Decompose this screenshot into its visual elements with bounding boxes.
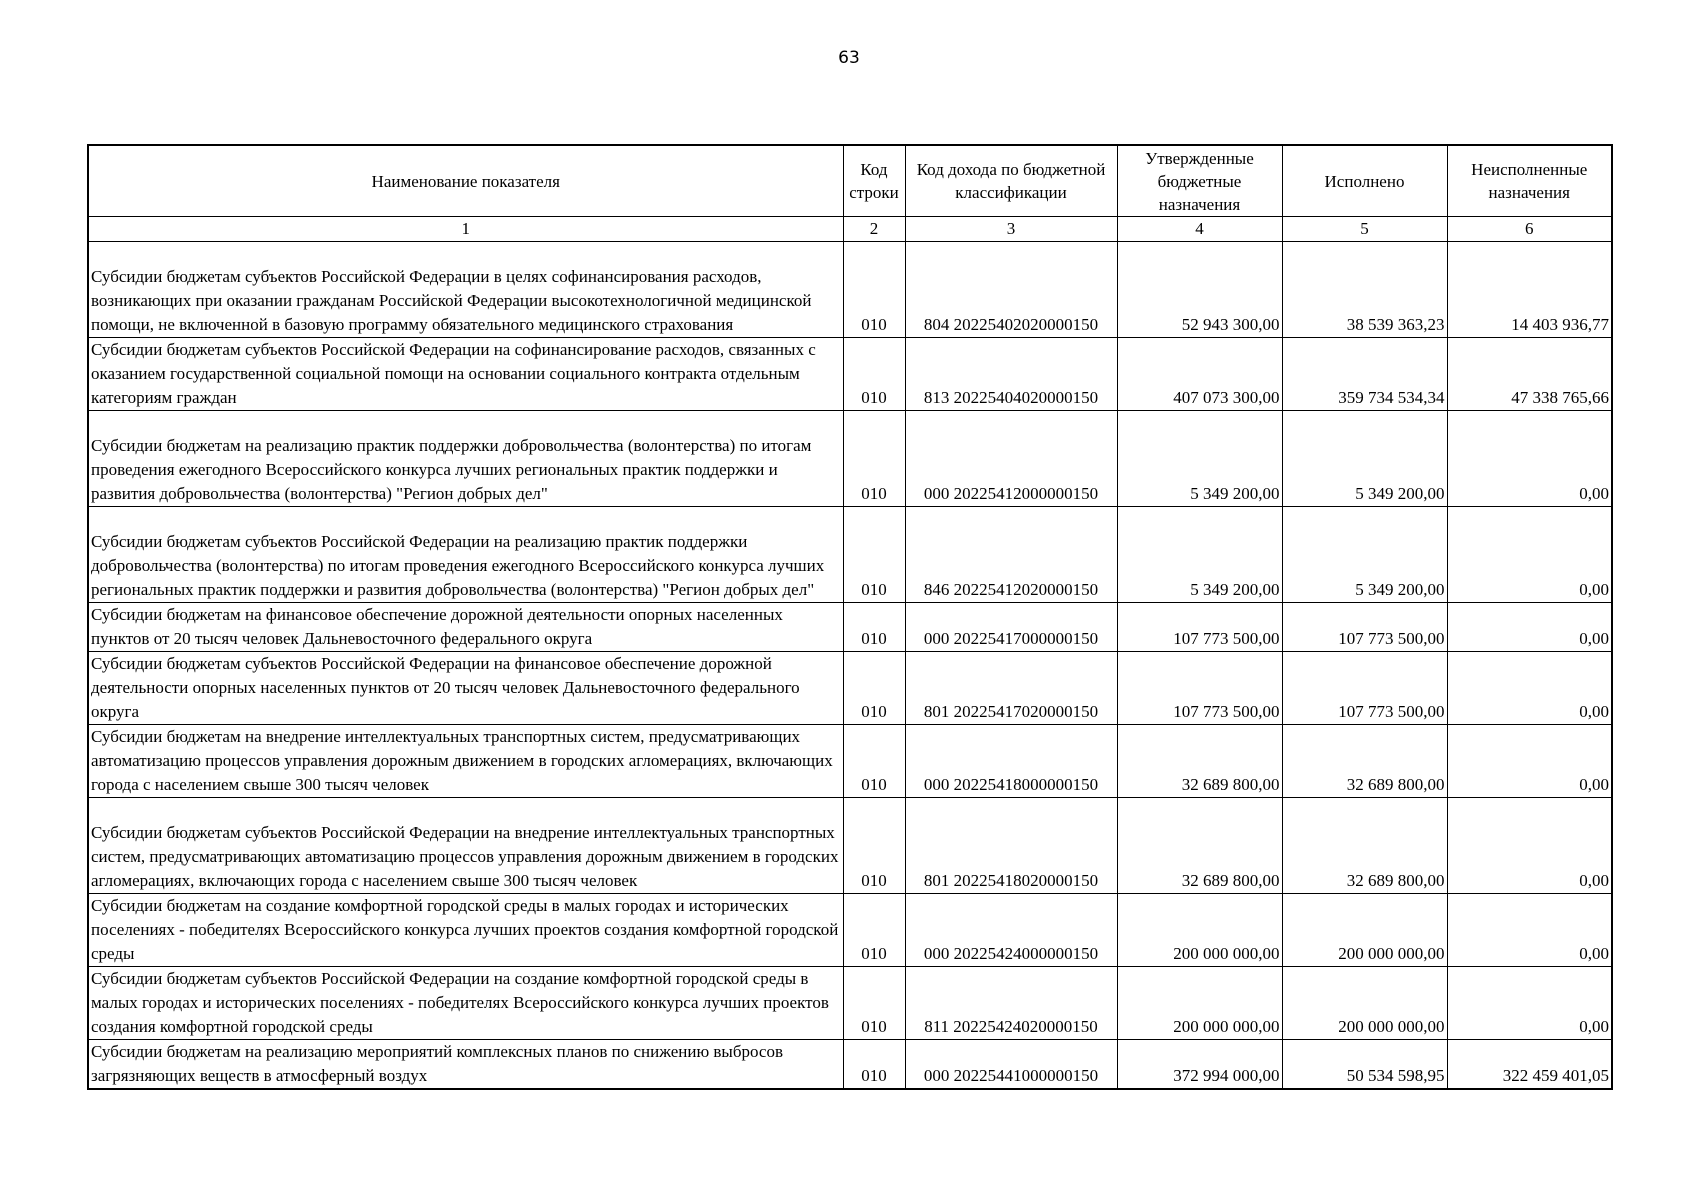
header-name: Наименование показателя [88, 145, 843, 217]
row-unexecuted: 0,00 [1447, 725, 1612, 798]
column-number: 4 [1117, 217, 1282, 242]
row-approved: 32 689 800,00 [1117, 725, 1282, 798]
row-executed: 107 773 500,00 [1282, 603, 1447, 652]
header-kbk: Код дохода по бюджетной классификации [905, 145, 1117, 217]
column-numbers-row [88, 217, 1612, 242]
row-approved: 5 349 200,00 [1117, 507, 1282, 603]
header-row [88, 145, 1612, 217]
row-unexecuted: 0,00 [1447, 798, 1612, 894]
page-number: 63 [838, 48, 860, 68]
row-name: Субсидии бюджетам субъектов Российской Федерации на реализацию практик поддержки добровольчества (волонтерства) по итогам проведения ежегодного Всероссийского конкурса лучших региональных практик поддержки и развития добровольчества (волонтерства) "Регион добрых дел" [88, 507, 843, 603]
row-name: Субсидии бюджетам на реализацию мероприятий комплексных планов по снижению выбросов загрязняющих веществ в атмосферный воздух [88, 1040, 843, 1090]
row-name: Субсидии бюджетам субъектов Российской Федерации в целях софинансирования расходов, возникающих при оказании гражданам Российской Федерации высокотехнологичной медицинской помощи, не включенной в базовую программу обязательного медицинского страхования [88, 242, 843, 338]
row-unexecuted: 0,00 [1447, 507, 1612, 603]
row-approved: 5 349 200,00 [1117, 411, 1282, 507]
row-executed: 5 349 200,00 [1282, 507, 1447, 603]
row-executed: 5 349 200,00 [1282, 411, 1447, 507]
row-code: 010 [843, 967, 905, 1040]
row-executed: 50 534 598,95 [1282, 1040, 1447, 1090]
column-number: 1 [88, 217, 843, 242]
row-executed: 32 689 800,00 [1282, 798, 1447, 894]
row-unexecuted: 14 403 936,77 [1447, 242, 1612, 338]
row-executed: 200 000 000,00 [1282, 967, 1447, 1040]
row-code: 010 [843, 652, 905, 725]
table-row [88, 725, 1612, 798]
table-row [88, 967, 1612, 1040]
row-unexecuted: 47 338 765,66 [1447, 338, 1612, 411]
table-row [88, 798, 1612, 894]
row-unexecuted: 0,00 [1447, 411, 1612, 507]
row-executed: 32 689 800,00 [1282, 725, 1447, 798]
table-row [88, 242, 1612, 338]
row-kbk: 804 20225402020000150 [905, 242, 1117, 338]
row-kbk: 801 20225418020000150 [905, 798, 1117, 894]
row-code: 010 [843, 1040, 905, 1090]
row-name: Субсидии бюджетам субъектов Российской Федерации на финансовое обеспечение дорожной деятельности опорных населенных пунктов от 20 тысяч человек Дальневосточного федерального округа [88, 652, 843, 725]
row-code: 010 [843, 798, 905, 894]
row-unexecuted: 0,00 [1447, 652, 1612, 725]
row-kbk: 811 20225424020000150 [905, 967, 1117, 1040]
row-unexecuted: 0,00 [1447, 894, 1612, 967]
row-name: Субсидии бюджетам на реализацию практик поддержки добровольчества (волонтерства) по итогам проведения ежегодного Всероссийского конкурса лучших региональных практик поддержки и развития добровольчества (волонтерства) "Регион добрых дел" [88, 411, 843, 507]
row-kbk: 801 20225417020000150 [905, 652, 1117, 725]
row-approved: 407 073 300,00 [1117, 338, 1282, 411]
row-kbk: 000 20225424000000150 [905, 894, 1117, 967]
header-executed: Исполнено [1282, 145, 1447, 217]
row-executed: 200 000 000,00 [1282, 894, 1447, 967]
table-row [88, 894, 1612, 967]
row-kbk: 813 20225404020000150 [905, 338, 1117, 411]
row-unexecuted: 0,00 [1447, 967, 1612, 1040]
table-row [88, 411, 1612, 507]
header-unexecuted: Неисполненные назначения [1447, 145, 1612, 217]
row-name: Субсидии бюджетам на финансовое обеспечение дорожной деятельности опорных населенных пунктов от 20 тысяч человек Дальневосточного федерального округа [88, 603, 843, 652]
column-number: 2 [843, 217, 905, 242]
row-name: Субсидии бюджетам субъектов Российской Федерации на софинансирование расходов, связанных с оказанием государственной социальной помощи на основании социального контракта отдельным категориям граждан [88, 338, 843, 411]
row-kbk: 000 20225417000000150 [905, 603, 1117, 652]
row-approved: 32 689 800,00 [1117, 798, 1282, 894]
row-kbk: 000 20225418000000150 [905, 725, 1117, 798]
row-code: 010 [843, 603, 905, 652]
row-approved: 107 773 500,00 [1117, 652, 1282, 725]
table-row [88, 338, 1612, 411]
table-row [88, 603, 1612, 652]
row-executed: 107 773 500,00 [1282, 652, 1447, 725]
row-name: Субсидии бюджетам субъектов Российской Федерации на создание комфортной городской среды в малых городах и исторических поселениях - победителях Всероссийского конкурса лучших проектов создания комфортной городской среды [88, 967, 843, 1040]
row-code: 010 [843, 507, 905, 603]
column-number: 6 [1447, 217, 1612, 242]
table-row [88, 507, 1612, 603]
row-name: Субсидии бюджетам на внедрение интеллектуальных транспортных систем, предусматривающих автоматизацию процессов управления дорожным движением в городских агломерациях, включающих города с населением свыше 300 тысяч человек [88, 725, 843, 798]
row-code: 010 [843, 242, 905, 338]
row-code: 010 [843, 894, 905, 967]
row-code: 010 [843, 411, 905, 507]
row-unexecuted: 0,00 [1447, 603, 1612, 652]
row-approved: 200 000 000,00 [1117, 894, 1282, 967]
row-unexecuted: 322 459 401,05 [1447, 1040, 1612, 1090]
row-name: Субсидии бюджетам субъектов Российской Федерации на внедрение интеллектуальных транспортных систем, предусматривающих автоматизацию процессов управления дорожным движением в городских агломерациях, включающих города с населением свыше 300 тысяч человек [88, 798, 843, 894]
column-number: 3 [905, 217, 1117, 242]
row-name: Субсидии бюджетам на создание комфортной городской среды в малых городах и исторических поселениях - победителях Всероссийского конкурса лучших проектов создания комфортной городской среды [88, 894, 843, 967]
row-kbk: 000 20225441000000150 [905, 1040, 1117, 1090]
row-approved: 372 994 000,00 [1117, 1040, 1282, 1090]
row-kbk: 000 20225412000000150 [905, 411, 1117, 507]
row-executed: 359 734 534,34 [1282, 338, 1447, 411]
header-code: Код строки [843, 145, 905, 217]
row-executed: 38 539 363,23 [1282, 242, 1447, 338]
row-approved: 52 943 300,00 [1117, 242, 1282, 338]
column-number: 5 [1282, 217, 1447, 242]
budget-report-table [87, 144, 1613, 1090]
row-approved: 200 000 000,00 [1117, 967, 1282, 1040]
row-kbk: 846 20225412020000150 [905, 507, 1117, 603]
table-row [88, 652, 1612, 725]
header-approved: Утвержденные бюджетные назначения [1117, 145, 1282, 217]
row-code: 010 [843, 725, 905, 798]
row-approved: 107 773 500,00 [1117, 603, 1282, 652]
table-row [88, 1040, 1612, 1090]
row-code: 010 [843, 338, 905, 411]
